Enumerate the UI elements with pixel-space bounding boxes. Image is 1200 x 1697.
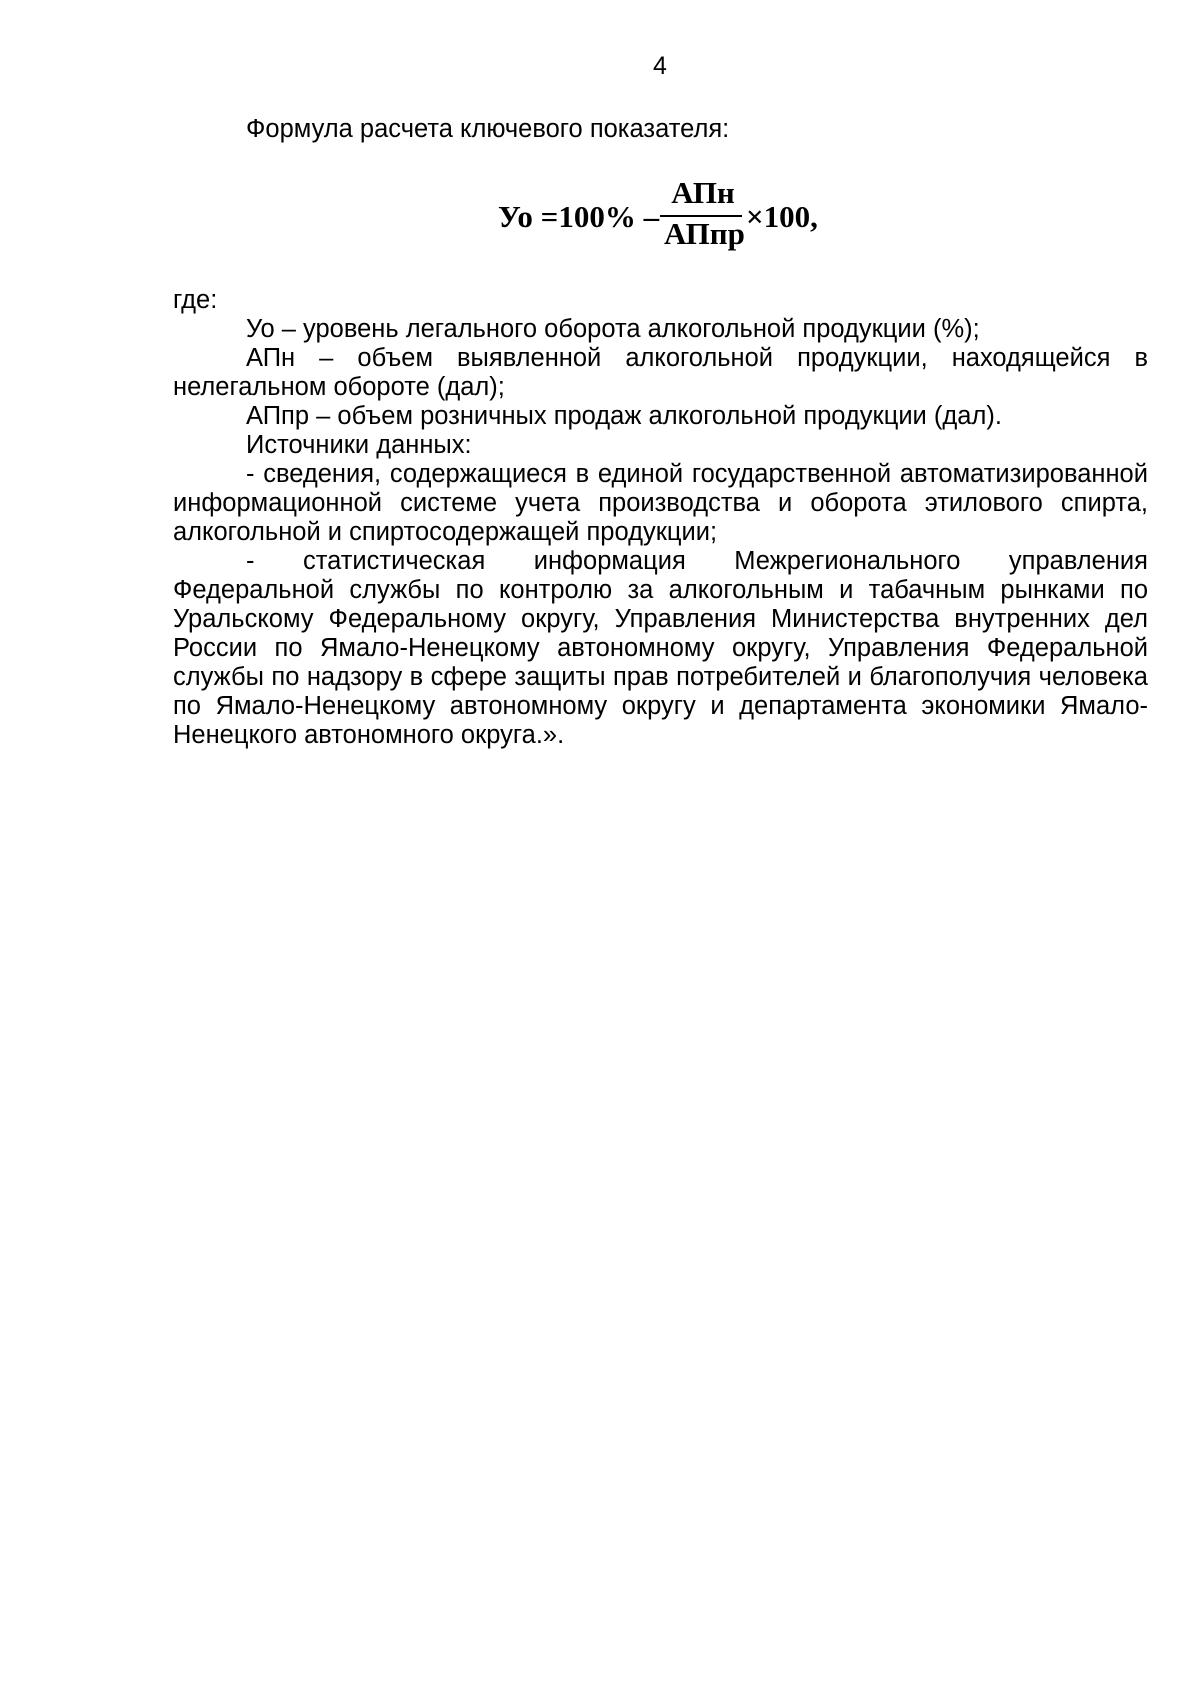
definition-appr: АПпр – объем розничных продаж алкогольной продукции (дал). [246,402,1002,430]
sources-title: Источники данных: [246,431,472,459]
definition-apn: АПн – объем выявленной алкогольной продукции, находящейся в нелегальном обороте (дал); [173,344,1148,401]
definition-yo: Уо – уровень легального оборота алкогольной продукции (%); [246,315,980,343]
page-number: 4 [653,52,667,80]
formula-numerator: АПн [671,175,735,210]
formula-rhs: ×100, [746,199,818,234]
source-item: - статистическая информация Межрегионального управления Федеральной службы по контролю за алкогольным и табачным рынками по Уральскому Федеральному округу, Управления Министерства внутренних дел России по Ямало-Ненецкому автономному округу, Управления Федеральной службы по надзору в сфере защиты прав потребителей и благополучия человека по Ямало-Ненецкому автономному округу и департамента экономики Ямало-Ненецкого автономного округа.». [173,547,1148,749]
formula-intro: Формула расчета ключевого показателя: [246,115,730,143]
definitions-block [173,286,1148,750]
formula-intro-block [173,115,1148,144]
formula-denominator: АПпр [664,216,745,251]
formula-lhs: Уо =100% – [498,199,660,234]
where-label: где: [173,286,218,314]
source-item: - сведения, содержащиеся в единой государственной автоматизированной информационной системе учета производства и оборота этилового спирта, алкогольной и спиртосодержащей продукции; [173,460,1148,546]
